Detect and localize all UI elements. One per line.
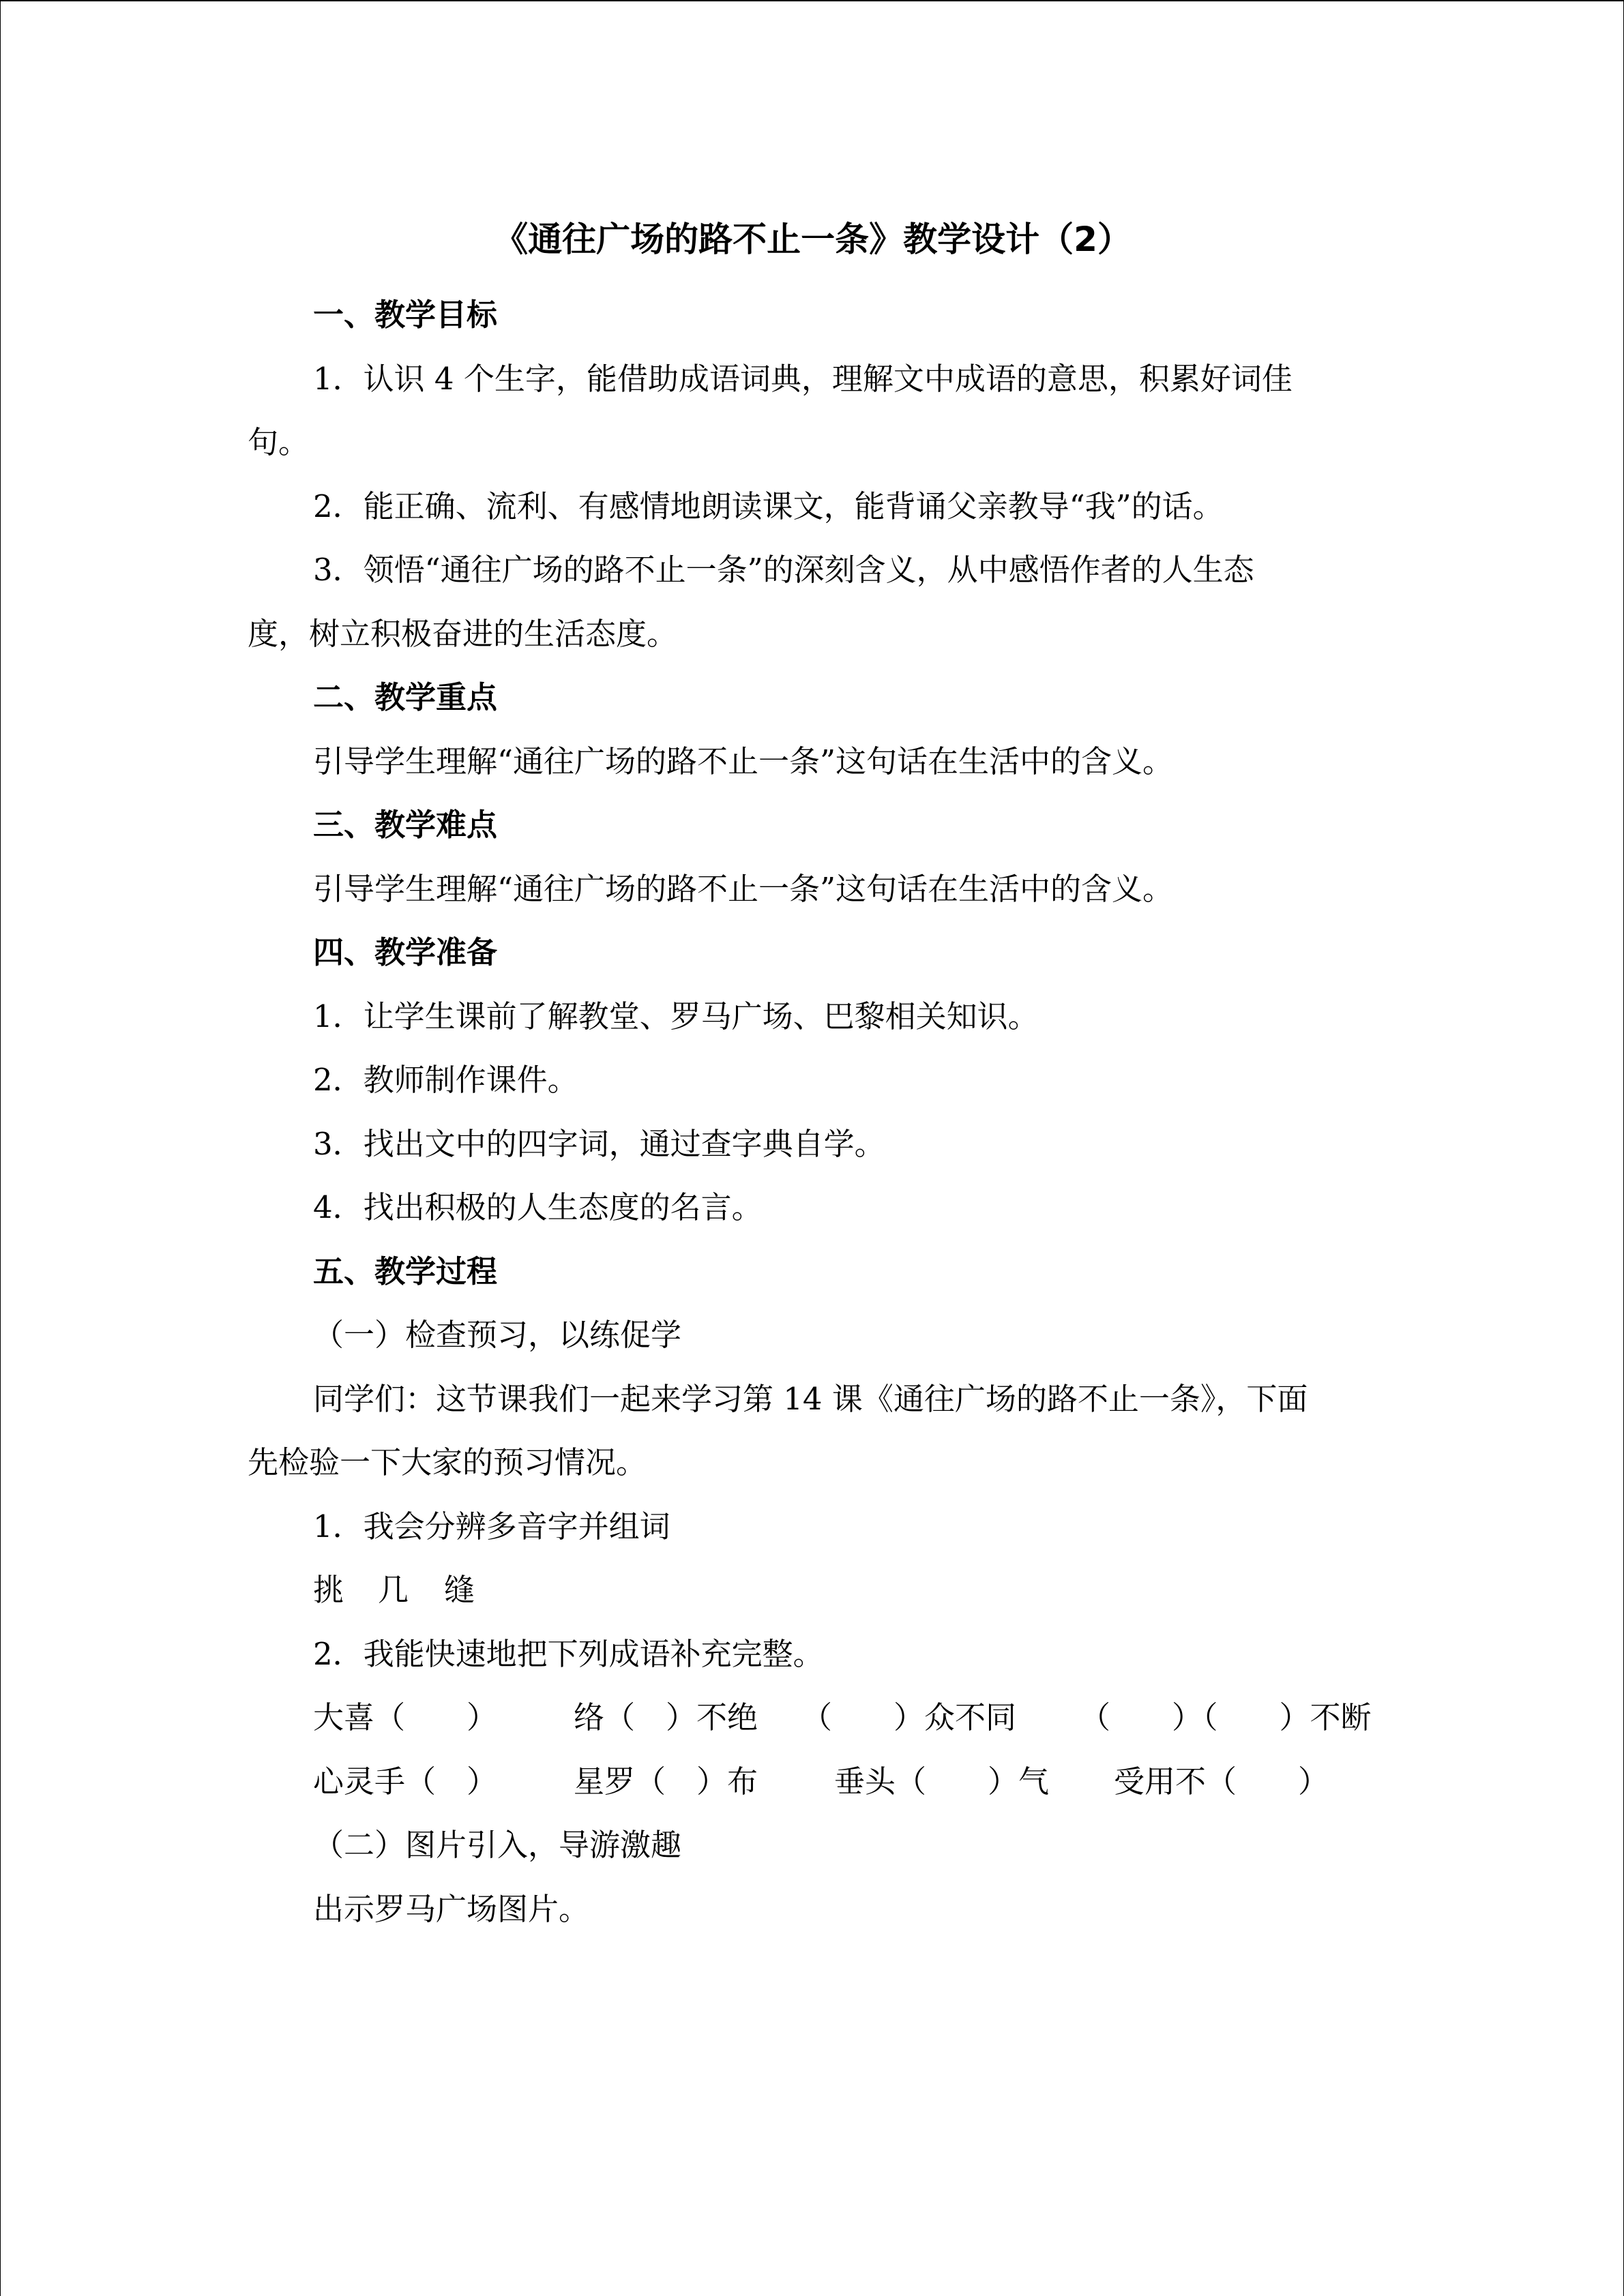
idiom-blank: 大喜（ ） <box>313 1699 498 1735</box>
idiom-row-2 <box>1 1761 1624 1802</box>
idiom-blank: 星罗（ ）布 <box>574 1763 758 1800</box>
polyphone-char: 几 <box>378 1572 409 1608</box>
difficulties-text: 引导学生理解“通往广场的路不止一条”这句话在生活中的含义。 <box>313 871 1174 907</box>
section-heading-difficulties: 三、教学难点 <box>313 807 498 843</box>
section-heading-key-points: 二、教学重点 <box>313 679 498 715</box>
idiom-blank: 受用不（ ） <box>1114 1763 1329 1800</box>
polyphone-list <box>1 1570 1624 1611</box>
preparation-3: 3．找出文中的四字词，通过查字典自学。 <box>313 1126 885 1162</box>
key-points-text: 引导学生理解“通往广场的路不止一条”这句话在生活中的含义。 <box>313 743 1174 779</box>
idiom-blank: （ ）（ ）不断 <box>1080 1699 1372 1735</box>
process-show-picture: 出示罗马广场图片。 <box>313 1891 590 1927</box>
task-1: 1．我会分辨多音字并组词 <box>313 1508 670 1545</box>
idiom-blank: 垂头（ ）气 <box>834 1763 1050 1800</box>
polyphone-char: 挑 <box>313 1572 344 1608</box>
objective-2: 2．能正确、流利、有感情地朗读课文，能背诵父亲教导“我”的话。 <box>313 488 1224 524</box>
objective-3-line-2: 度，树立积极奋进的生活态度。 <box>248 616 678 652</box>
idiom-row-1 <box>1 1697 1624 1738</box>
objective-3-line-1: 3．领悟“通往广场的路不止一条”的深刻含义，从中感悟作者的人生态 <box>313 552 1254 588</box>
section-heading-objectives: 一、教学目标 <box>313 297 498 333</box>
task-2: 2．我能快速地把下列成语补充完整。 <box>313 1636 824 1672</box>
section-heading-preparation: 四、教学准备 <box>313 934 498 970</box>
process-intro-line-1: 同学们：这节课我们一起来学习第 14 课《通往广场的路不止一条》，下面 <box>313 1381 1308 1417</box>
objective-1-line-1: 1．认识 4 个生字，能借助成语词典，理解文中成语的意思，积累好词佳 <box>313 361 1293 397</box>
idiom-blank: （ ）众不同 <box>801 1699 1017 1735</box>
polyphone-char: 缝 <box>444 1572 475 1608</box>
process-step-1: （一）检查预习，以练促学 <box>313 1317 682 1353</box>
section-heading-process: 五、教学过程 <box>313 1253 498 1289</box>
idiom-blank: 络（ ）不绝 <box>574 1699 758 1735</box>
preparation-2: 2．教师制作课件。 <box>313 1062 578 1098</box>
objective-1-line-2: 句。 <box>248 424 310 460</box>
preparation-4: 4．找出积极的人生态度的名言。 <box>313 1189 763 1225</box>
process-intro-line-2: 先检验一下大家的预习情况。 <box>248 1444 647 1480</box>
process-step-2: （二）图片引入，导游激趣 <box>313 1827 682 1863</box>
page-title: 《通往广场的路不止一条》教学设计（2） <box>494 220 1132 259</box>
idiom-blank: 心灵手（ ） <box>313 1763 498 1800</box>
preparation-1: 1．让学生课前了解教堂、罗马广场、巴黎相关知识。 <box>313 998 1039 1034</box>
